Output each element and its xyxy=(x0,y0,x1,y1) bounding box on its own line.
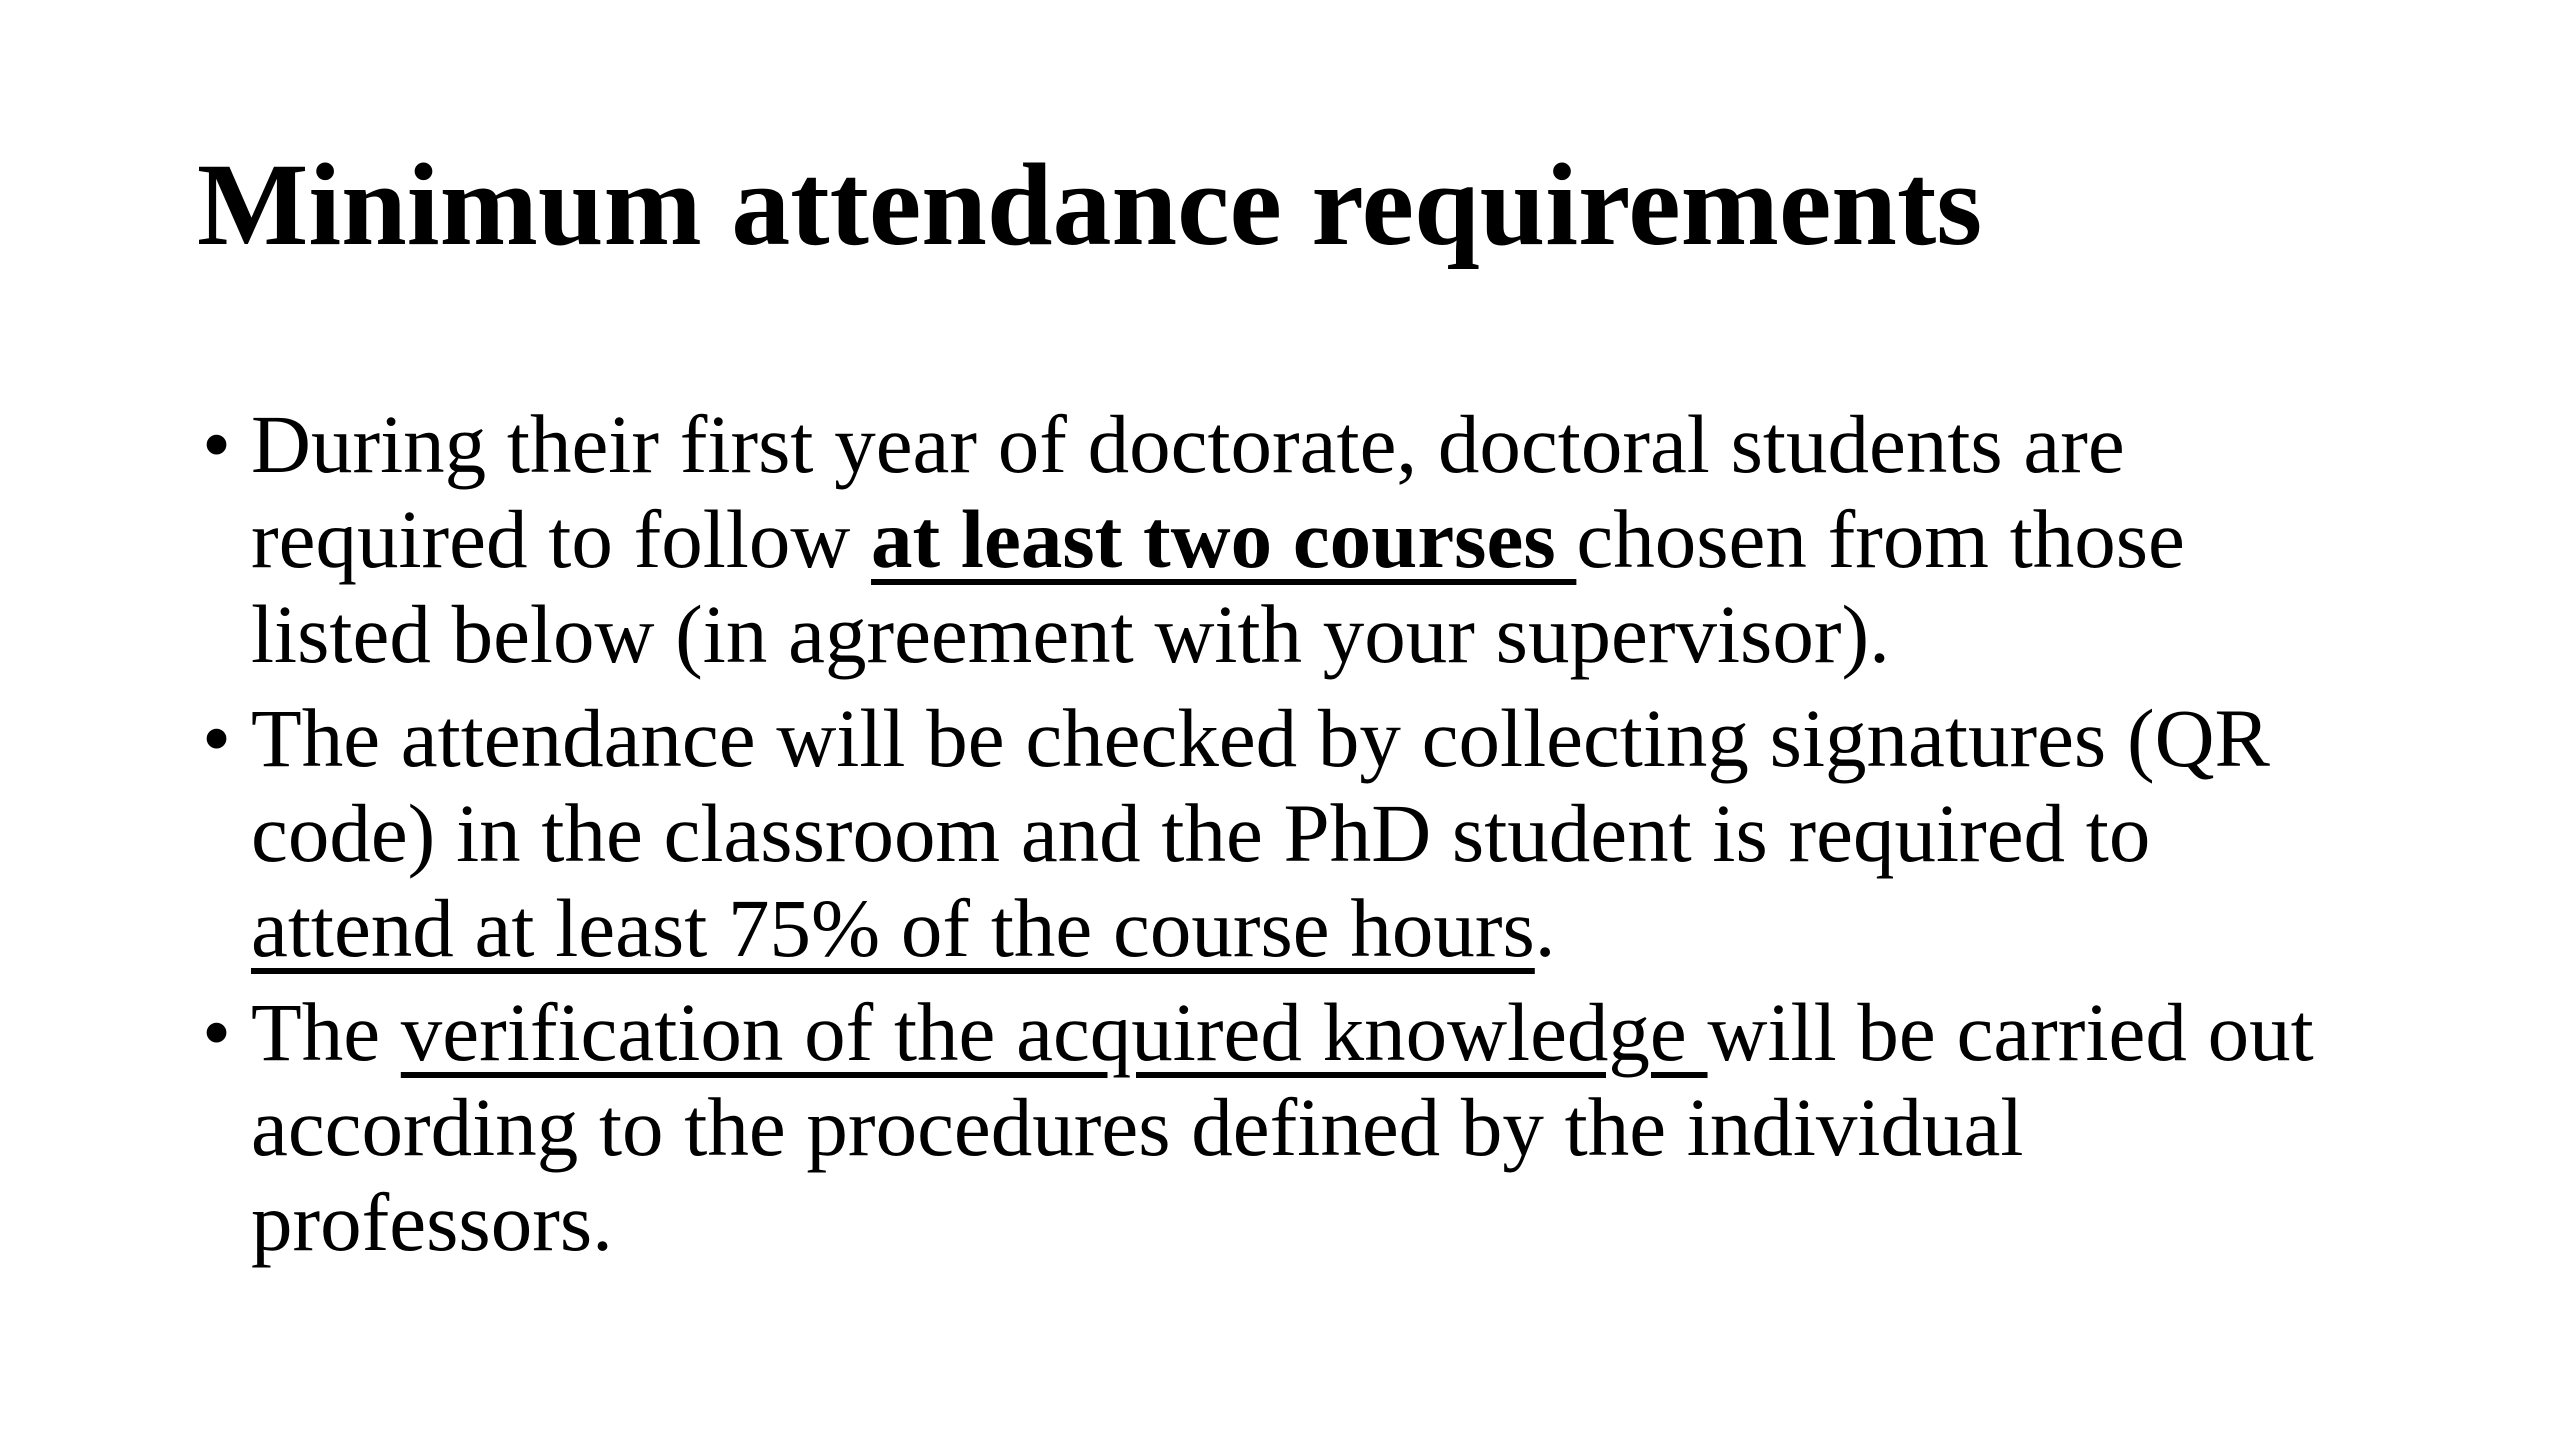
text-run: chosen from those xyxy=(1576,493,2185,585)
text-run: code) in the classroom and the PhD student is required to xyxy=(251,787,2151,879)
bullet-list xyxy=(202,397,2314,1270)
bullet-line xyxy=(251,881,2314,976)
text-run: at least two courses xyxy=(871,493,1577,585)
text-run: will be carried out xyxy=(1707,986,2314,1078)
bullet-line xyxy=(251,1175,2314,1270)
text-run: The xyxy=(251,986,401,1078)
bullet-marker: • xyxy=(202,692,232,784)
text-run: according to the procedures defined by the individual xyxy=(251,1081,2024,1173)
bullet-line xyxy=(251,1080,2314,1175)
bullet-marker: • xyxy=(202,398,232,490)
bullet-item xyxy=(202,985,2314,1270)
text-run: attend at least 75% of the course hours xyxy=(251,882,1535,974)
bullet-line xyxy=(251,985,2314,1080)
text-run: . xyxy=(1534,882,1556,974)
text-run: listed below (in agreement with your supervisor). xyxy=(251,588,1890,680)
text-run: professors. xyxy=(251,1176,613,1268)
bullet-line xyxy=(251,492,2314,587)
bullet-item xyxy=(202,397,2314,682)
bullet-line xyxy=(251,691,2314,786)
text-run: During their first year of doctorate, doctoral students are xyxy=(251,398,2125,490)
text-run: The attendance will be checked by collecting signatures (QR xyxy=(251,692,2270,784)
slide-title: Minimum attendance requirements xyxy=(197,139,1983,270)
bullet-line xyxy=(251,397,2314,492)
text-run: required to follow xyxy=(251,493,872,585)
bullet-line xyxy=(251,587,2314,682)
bullet-line xyxy=(251,786,2314,881)
bullet-marker: • xyxy=(202,986,232,1078)
bullet-item xyxy=(202,691,2314,976)
text-run: verification of the acquired knowledge xyxy=(400,986,1708,1078)
